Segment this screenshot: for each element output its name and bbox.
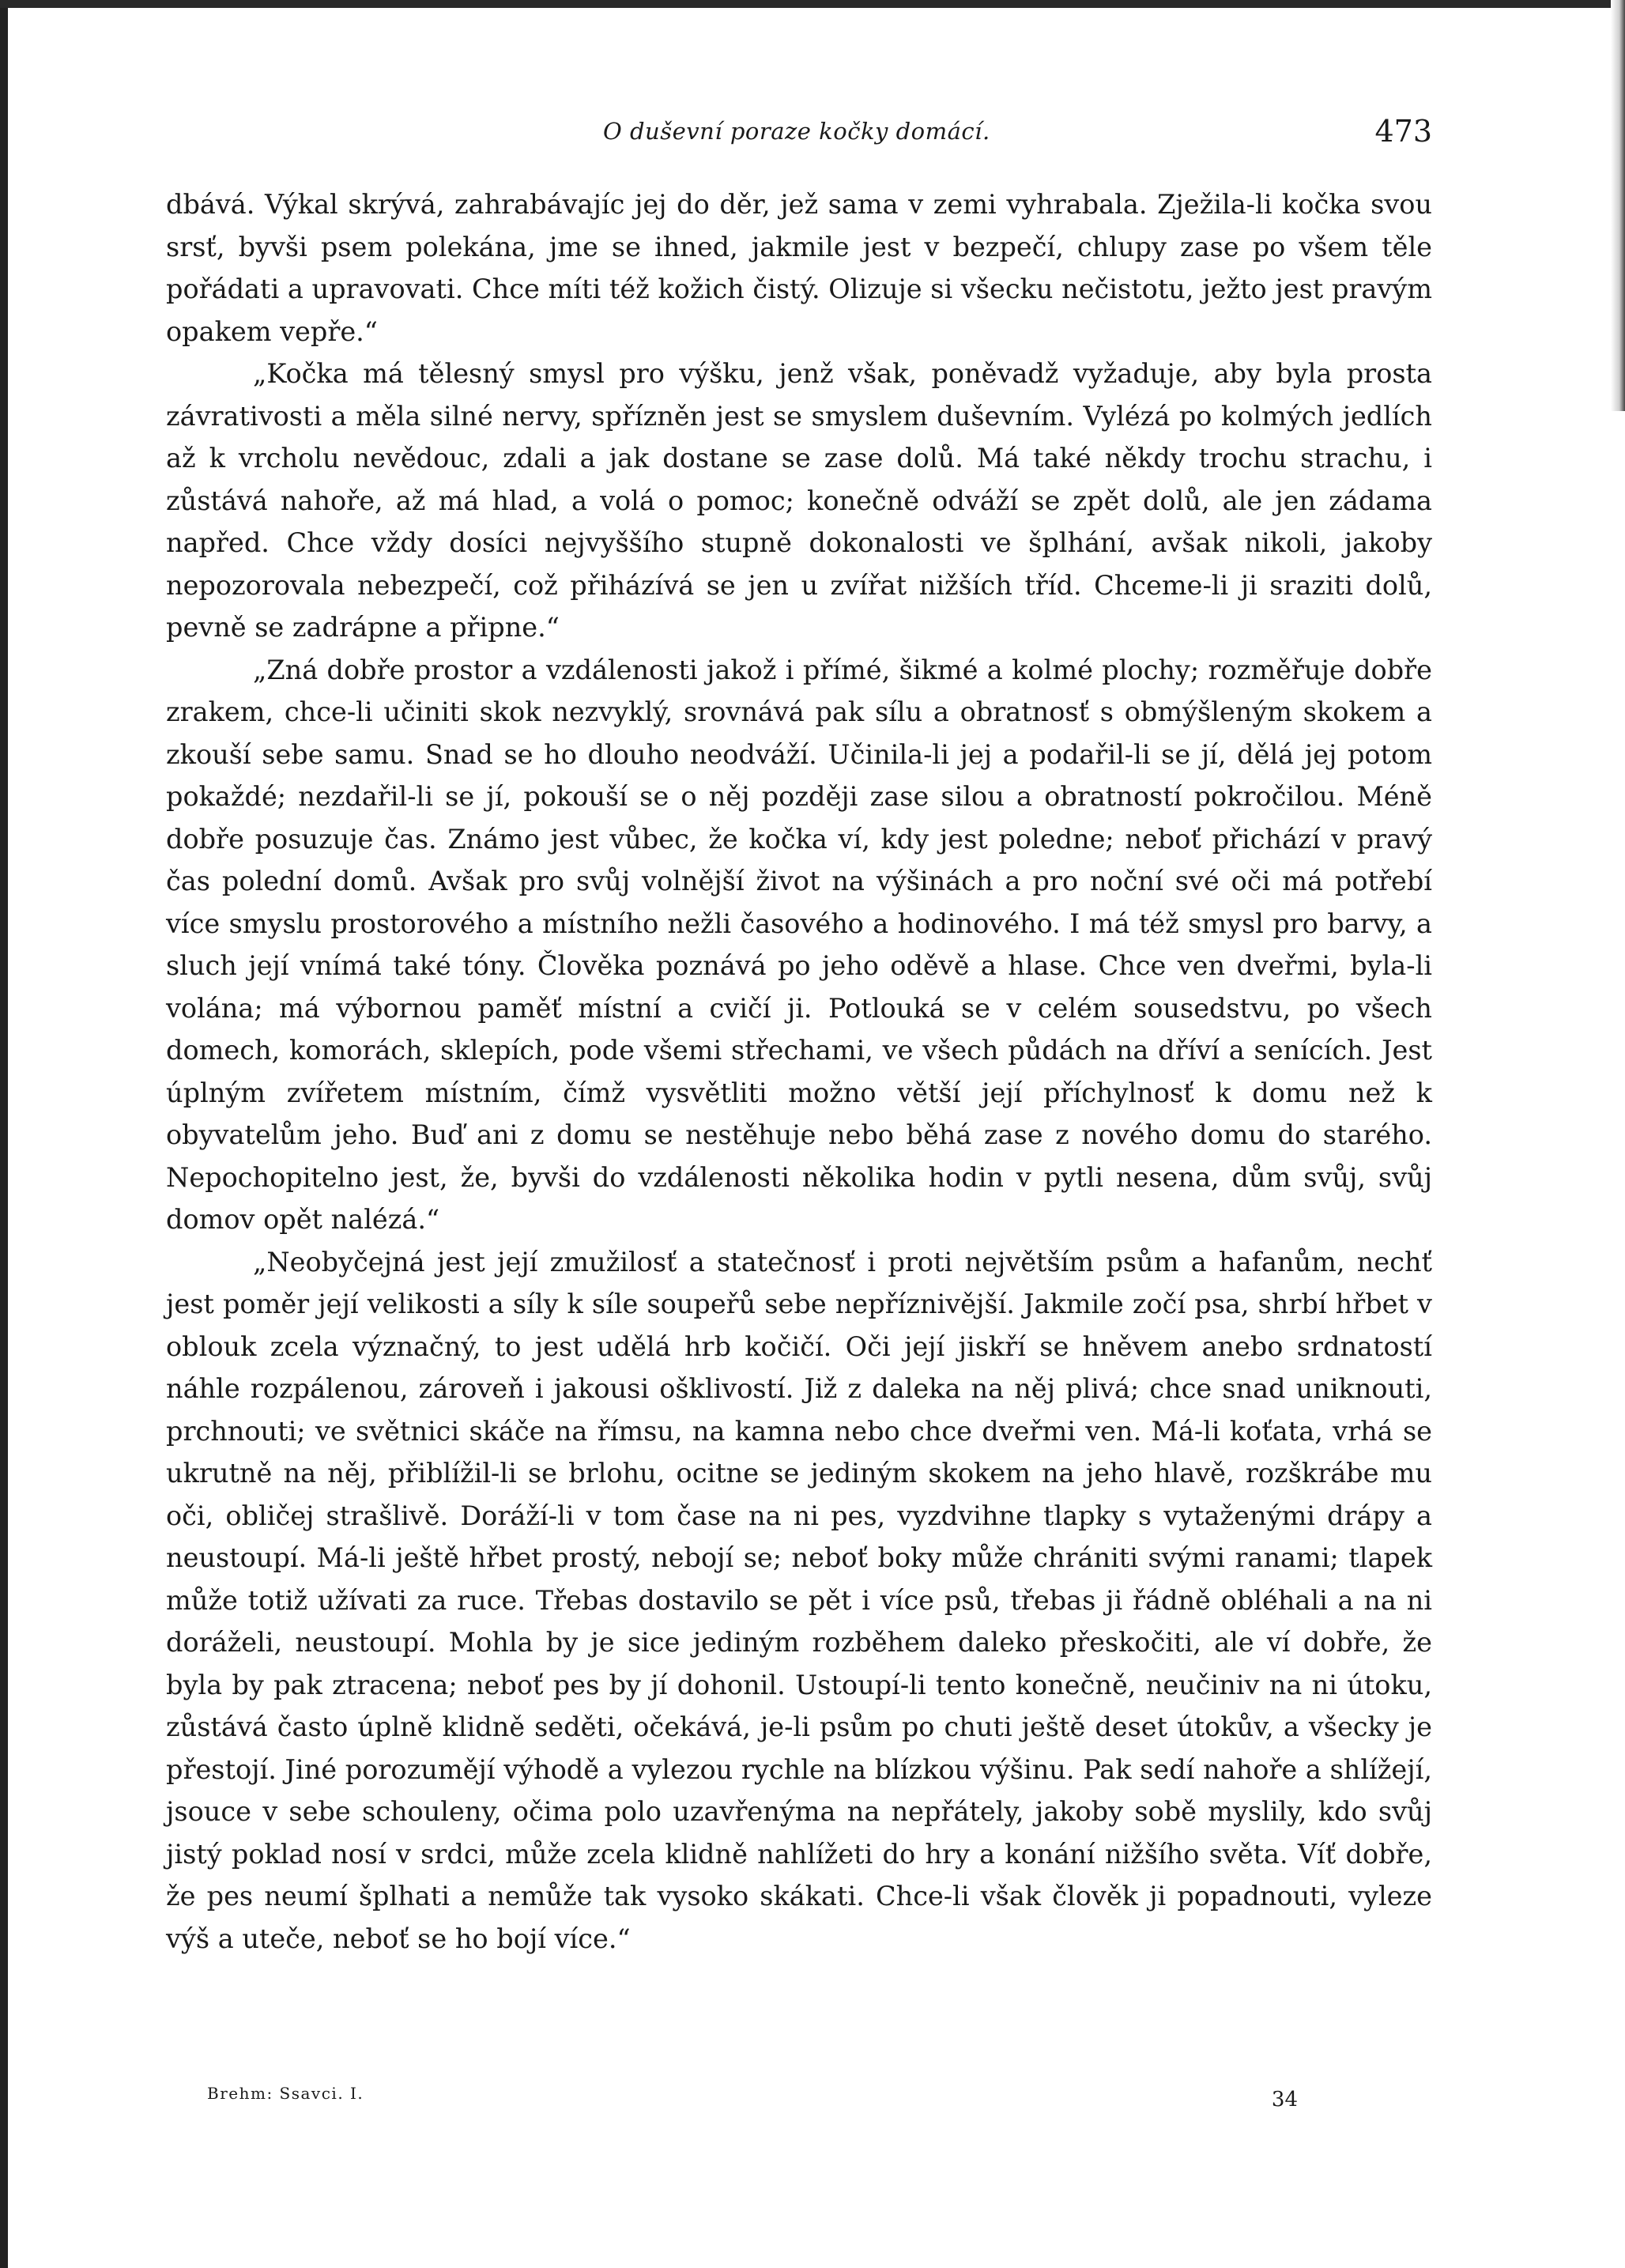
scan-left-edge [0, 0, 8, 2268]
page-footer [207, 2077, 1298, 2109]
page-number: 473 [1374, 114, 1432, 149]
paragraph: „Zná dobře prostor a vzdálenosti jakož i přímé, šikmé a kolmé plochy; rozměřuje dobře zrakem, chce-li učiniti skok nezvyklý, srovnává pak sílu a obratnosť s obmýšleným skokem a zkouší sebe samu. Snad se ho dlouho neodváží. Učinila-li jej a podařil-li se jí, dělá jej potom pokaždé; nezdařil-li se jí, pokouší se o něj později zase silou a obratností pokročilou. Méně dobře posuzuje čas. Známo jest vůbec, že kočka ví, kdy jest poledne; neboť přichází v pravý čas polední domů. Avšak pro svůj volnější život na výšinách a pro noční své oči má potřebí více smyslu prostorového a místního nežli časového a hodinového. I má též smysl pro barvy, a sluch její vnímá také tóny. Člověka poznává po jeho oděvě a hlase. Chce ven dveřmi, byla-li volána; má výbornou paměť místní a cvičí ji. Potlouká se v celém sousedstvu, po všech domech, komorách, sklepích, pode všemi střechami, ve všech půdách na dříví a senících. Jest úplným zvířetem místním, čímž vysvětliti možno větší její příchylnosť k domu než k obyvatelům jeho. Buď ani z domu se nestěhuje nebo běhá zase z nového domu do starého. Nepochopitelno jest, že, byvši do vzdálenosti několika hodin v pytli nesena, dům svůj, svůj domov opět nalézá.“ [166, 654, 1432, 1235]
body-text [166, 183, 1432, 1960]
paragraph: „Kočka má tělesný smysl pro výšku, jenž však, poněvadž vyžaduje, aby byla prosta závrativosti a měla silné nervy, spřízněn jest se smyslem duševním. Vylézá po kolmých jedlích až k vrcholu nevědouc, zdali a jak dostane se zase dolů. Má také někdy trochu strachu, i zůstává nahoře, až má hlad, a volá o pomoc; konečně odváží se zpět dolů, ale jen zádama napřed. Chce vždy dosíci nejvyššího stupně dokonalosti ve šplhání, avšak nikoli, jakoby nepozorovala nebezpečí, což přiházívá se jen u zvířat nižších tříd. Chceme-li ji sraziti dolů, pevně se zadrápne a připne.“ [166, 358, 1432, 643]
signature-mark: 34 [1271, 2088, 1298, 2111]
footer-source: Brehm: Ssavci. I. [207, 2084, 364, 2103]
page-header [166, 112, 1432, 150]
paragraph: „Neobyčejná jest její zmužilosť a statečnosť i proti největším psům a hafanům, nechť jest poměr její velikosti a síly k síle soupeřů sebe nepříznivější. Jakmile zočí psa, shrbí hřbet v oblouk zcela význačný, to jest udělá hrb kočičí. Oči její jiskří se hněvem anebo srdnatostí náhle rozpálenou, zároveň i jakousi ošklivostí. Již z daleka na něj plivá; chce snad uniknouti, prchnouti; ve světnici skáče na římsu, na kamna nebo chce dveřmi ven. Má-li koťata, vrhá se ukrutně na něj, přiblížil-li se brlohu, ocitne se jediným skokem na jeho hlavě, rozškrábe mu oči, obličej strašlivě. Doráží-li v tom čase na ni pes, vyzdvihne tlapky s vytaženými drápy a neustoupí. Má-li ještě hřbet prostý, nebojí se; neboť boky může chrániti svými ranami; tlapek může totiž užívati za ruce. Třebas dostavilo se pět i více psů, třebas ji řádně obléhali a na ni doráželi, neustoupí. Mohla by je sice jediným rozběhem daleko přeskočiti, ale ví dobře, že byla by pak ztracena; neboť pes by jí dohonil. Ustoupí-li tento konečně, neučiniv na ni útoku, zůstává často úplně klidně seděti, očekává, je-li psům po chuti ještě deset útokův, a všecky je přestojí. Jiné porozumějí výhodě a vylezou rychle na blízkou výšinu. Pak sedí nahoře a shlížejí, jsouce v sebe schouleny, očima polo uzavřenýma na nepřátely, jakoby sobě myslily, kdo svůj jistý poklad nosí v srdci, může zcela klidně nahlížeti do hry a konání nižšího světa. Víť dobře, že pes neumí šplhati a nemůže tak vysoko skákati. Chce-li však člověk ji popadnouti, vyleze výš a uteče, neboť se ho bojí více.“ [166, 1246, 1432, 1954]
running-title: O duševní poraze kočky domácí. [603, 118, 990, 145]
paragraph: dbává. Výkal skrývá, zahrabávajíc jej do děr, jež sama v zemi vyhrabala. Zježila-li kočka svou srsť, byvši psem polekána, jme se ihned, jakmile jest v bezpečí, chlupy zase po všem těle pořádati a upravovati. Chce míti též kožich čistý. Olizuje si všecku nečistotu, ježto jest pravým opakem vepře.“ [166, 189, 1432, 347]
scan-right-edge [1611, 0, 1625, 411]
scan-top-edge [0, 0, 1625, 8]
